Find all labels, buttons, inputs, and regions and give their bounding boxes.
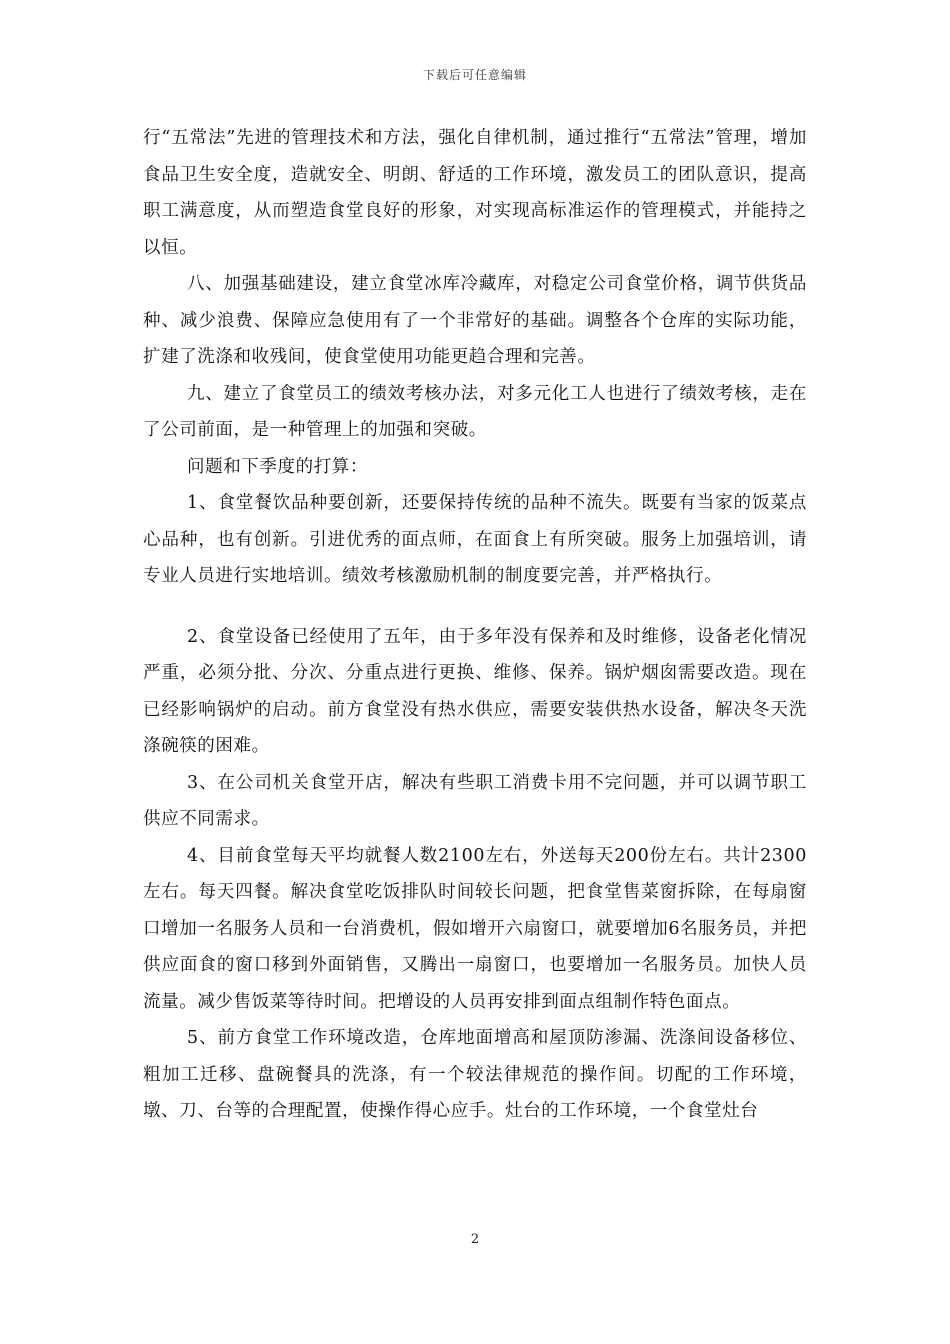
paragraph-spacer — [143, 595, 807, 619]
paragraph-plan-4: 4、目前食堂每天平均就餐人数2100左右，外送每天200份左右。共计2300左右。每天四餐。解决食堂吃饭排队时间较长问题，把食堂售菜窗拆除，在每扇窗口增加一名服务人员和一台消费机，假如增开六扇窗口，就要增加6名服务员，并把供应面食的窗口移到外面销售，又腾出一扇窗口，也要增加一名服务员。加快人员流量。减少售饭菜等待时间。把增设的人员再安排到面点组制作特色面点。 — [143, 845, 807, 1012]
paragraph-plan-2: 2、食堂设备已经使用了五年，由于多年没有保养和及时维修，设备老化情况严重，必须分批、分次、分重点进行更换、维修、保养。锅炉烟囱需要改造。现在已经影响锅炉的启动。前方食堂没有热水供应，需要安装供热水设备，解决冬天洗涤碗筷的困难。 — [143, 626, 807, 756]
paragraph-plan-5: 5、前方食堂工作环境改造，仓库地面增高和屋顶防渗漏、洗涤间设备移位、粗加工迁移、盘碗餐具的洗涤，有一个较法律规范的操作间。切配的工作环境，墩、刀、台等的合理配置，使操作得心应手。灶台的工作环境，一个食堂灶台 — [143, 1028, 807, 1121]
paragraph-plan-3: 3、在公司机关食堂开店，解决有些职工消费卡用不完问题，并可以调节职工供应不同需求。 — [143, 772, 807, 829]
paragraph-wuchangfa-continuation: 行“五常法”先进的管理技术和方法，强化自律机制，通过推行“五常法”管理，增加食品卫生安全度，造就安全、明朗、舒适的工作环境，激发员工的团队意识，提高职工满意度，从而塑造食堂良好的形象，对实现高标准运作的管理模式，并能持之以恒。 — [143, 128, 807, 258]
page-header: 下载后可任意编辑 — [422, 68, 527, 82]
paragraph-item-9: 九、建立了食堂员工的绩效考核办法，对多元化工人也进行了绩效考核，走在了公司前面，是一种管理上的加强和突破。 — [143, 383, 807, 440]
document-body — [143, 120, 807, 1130]
paragraph-item-8: 八、加强基础建设，建立食堂冰库冷藏库，对稳定公司食堂价格，调节供货品种、减少浪费、保障应急使用有了一个非常好的基础。调整各个仓库的实际功能，扩建了洗涤和收残间，使食堂使用功能更趋合理和完善。 — [143, 274, 807, 367]
page-number: 2 — [470, 1232, 480, 1247]
section-heading-problems-plans: 问题和下季度的打算： — [187, 456, 368, 477]
paragraph-plan-1: 1、食堂餐饮品种要创新，还要保持传统的品种不流失。既要有当家的饭菜点心品种，也有创新。引进优秀的面点师，在面食上有所突破。服务上加强培训，请专业人员进行实地培训。绩效考核激励机制的制度要完善，并严格执行。 — [143, 493, 807, 586]
